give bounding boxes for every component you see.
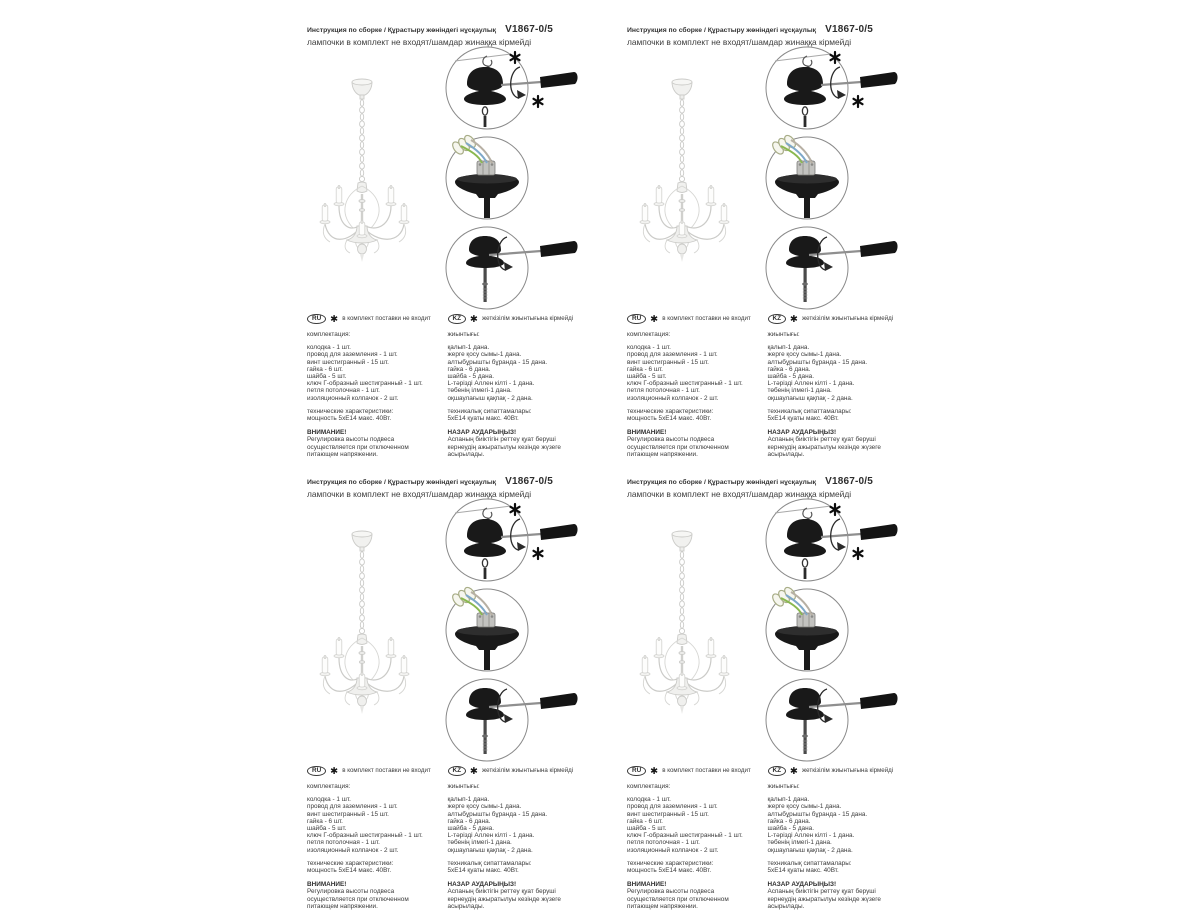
parts-list-item: ключ Г-образный шестигранный - 1 шт.	[627, 832, 743, 840]
ru-warning-title: ВНИМАНИЕ!	[627, 881, 667, 889]
ru-specs-title: технические характеристики:	[307, 407, 394, 415]
parts-list-item: оқшаулағыш қақпақ - 2 дана.	[447, 846, 533, 854]
bulbs-note: лампочки в комплект не входят/шамдар жинаққа кірмейді	[307, 36, 532, 47]
kz-warning-text: Аспаның биіктігін реттеу қуат беруші кернеудің ажыратылуы кезінде жүзеге асырылады.	[447, 436, 561, 458]
star-icon: ✱	[790, 314, 798, 325]
ru-parts-list	[307, 344, 441, 402]
ru-warning-title: ВНИМАНИЕ!	[627, 429, 667, 437]
kz-badge: KZ	[768, 314, 787, 324]
chandelier-illustration	[617, 510, 757, 718]
ru-badge: RU	[307, 314, 326, 324]
bulbs-note: лампочки в комплект не входят/шамдар жинаққа кірмейді	[627, 488, 852, 499]
parts-list-item: гайка - 6 дана.	[447, 817, 491, 825]
chandelier-illustration	[617, 58, 757, 266]
star-icon: ✱	[650, 766, 659, 777]
parts-list-item: қалып-1 дана.	[447, 344, 490, 352]
star-icon: ✱	[470, 314, 478, 325]
parts-list-item: гайка - 6 шт.	[627, 817, 663, 825]
kz-warning-text: Аспаның биіктігін реттеу қуат беруші кернеудің ажыратылуы кезінде жүзеге асырылады.	[767, 888, 881, 910]
parts-list-item: алтыбұрышты бұранда - 15 дана.	[447, 358, 548, 366]
parts-list-item: шайба - 5 дана.	[767, 373, 814, 381]
chandelier-illustration	[297, 510, 437, 718]
ru-specs-title: технические характеристики:	[627, 407, 714, 415]
parts-list-item: алтыбұрышты бұранда - 15 дана.	[767, 358, 868, 366]
assembly-steps	[441, 44, 583, 312]
parts-list-item: провод для заземления - 1 шт.	[627, 803, 718, 811]
parts-list-item: L-тәрізді Аллен кілті - 1 дана.	[767, 832, 855, 840]
ru-star-note: в комплект поставки не входит	[342, 767, 431, 775]
parts-list-item: изоляционный колпачок - 2 шт.	[627, 846, 719, 854]
ru-star-note: в комплект поставки не входит	[342, 315, 431, 323]
ru-specs-value: мощность 5xE14 макс. 40Вт.	[307, 867, 392, 875]
parts-list-item: төбенің ілмегі-1 дана.	[767, 387, 832, 395]
parts-list-item: оқшаулағыш қақпақ - 2 дана.	[767, 394, 853, 402]
parts-list-item: ключ Г-образный шестигранный - 1 шт.	[627, 380, 743, 388]
model-number: V1867-0/5	[505, 24, 554, 35]
kz-star-note: жеткізілім жиынтығына кірмейді	[482, 767, 574, 775]
parts-list-item: алтыбұрышты бұранда - 15 дана.	[767, 810, 868, 818]
instruction-sheet	[295, 470, 585, 918]
star-marker	[854, 96, 863, 107]
parts-list-item: ключ Г-образный шестигранный - 1 шт.	[307, 380, 423, 388]
parts-list-item: шайба - 5 шт.	[307, 825, 347, 833]
ru-warning-text: Регулировка высоты подвеса осуществляется при отключенном питающем напряжении.	[627, 436, 729, 458]
parts-list-item: алтыбұрышты бұранда - 15 дана.	[447, 810, 548, 818]
kz-column	[448, 766, 582, 910]
kz-specs-title: техникалық сипаттамалары:	[447, 407, 532, 415]
ru-column	[307, 766, 441, 910]
step1-ceiling-hook-illustration	[761, 496, 903, 584]
kz-list-title: жиынтығы:	[767, 331, 800, 338]
ru-parts-list	[627, 344, 761, 402]
parts-list-item: гайка - 6 дана.	[447, 365, 491, 373]
parts-list-item: провод для заземления - 1 шт.	[627, 351, 718, 359]
parts-list-item: гайка - 6 шт.	[307, 365, 343, 373]
assembly-title: Инструкция по сборке / Құрастыру жөніндегі нұсқаулық	[627, 27, 817, 34]
parts-list-item: петля потолочная - 1 шт.	[627, 387, 700, 395]
assembly-title: Инструкция по сборке / Құрастыру жөніндегі нұсқаулық	[627, 479, 817, 486]
step1-ceiling-hook-illustration	[441, 44, 583, 132]
kz-parts-list	[448, 796, 582, 854]
ru-warning-text: Регулировка высоты подвеса осуществляется при отключенном питающем напряжении.	[307, 436, 409, 458]
ru-parts-list	[627, 796, 761, 854]
parts-list-item: оқшаулағыш қақпақ - 2 дана.	[767, 846, 853, 854]
parts-list-item: шайба - 5 шт.	[307, 373, 347, 381]
parts-list-item: қалып-1 дана.	[767, 344, 810, 352]
star-icon: ✱	[330, 766, 339, 777]
kz-specs-value: 5xE14 қуаты макс. 40Вт.	[767, 415, 839, 423]
kz-badge: KZ	[768, 766, 787, 776]
assembly-title: Инструкция по сборке / Құрастыру жөніндегі нұсқаулық	[307, 479, 497, 486]
parts-list-item: шайба - 5 дана.	[447, 825, 494, 833]
instruction-sheet	[615, 470, 905, 918]
assembly-title: Инструкция по сборке / Құрастыру жөніндегі нұсқаулық	[307, 27, 497, 34]
kz-parts-list	[768, 796, 902, 854]
ru-badge: RU	[307, 766, 326, 776]
assembly-steps	[761, 496, 903, 764]
kz-column	[448, 314, 582, 458]
assembly-steps	[761, 44, 903, 312]
step3-tighten-rod-illustration	[761, 676, 903, 764]
parts-list-item: изоляционный колпачок - 2 шт.	[307, 394, 399, 402]
parts-list-item: жерге қосу сымы-1 дана.	[447, 351, 522, 359]
model-number: V1867-0/5	[825, 476, 874, 487]
kz-star-note: жеткізілім жиынтығына кірмейді	[802, 315, 894, 323]
parts-list-item: төбенің ілмегі-1 дана.	[447, 839, 512, 847]
ru-column	[627, 314, 761, 458]
step2-wiring-illustration	[761, 586, 903, 674]
parts-list-item: оқшаулағыш қақпақ - 2 дана.	[447, 394, 533, 402]
kz-warning-title: НАЗАР АУДАРЫҢЫЗ!	[447, 881, 517, 889]
parts-list-item: провод для заземления - 1 шт.	[307, 803, 398, 811]
ru-specs-value: мощность 5xE14 макс. 40Вт.	[627, 867, 712, 875]
step2-wiring-illustration	[441, 134, 583, 222]
kz-badge: KZ	[448, 766, 467, 776]
parts-list-item: винт шестигранный - 15 шт.	[307, 358, 389, 366]
parts-section	[307, 766, 581, 910]
parts-list-item: L-тәрізді Аллен кілті - 1 дана.	[767, 380, 855, 388]
ru-specs-value: мощность 5xE14 макс. 40Вт.	[307, 415, 392, 423]
ru-star-note: в комплект поставки не входит	[662, 767, 751, 775]
step2-wiring-illustration	[761, 134, 903, 222]
ru-specs-value: мощность 5xE14 макс. 40Вт.	[627, 415, 712, 423]
step3-tighten-rod-illustration	[761, 224, 903, 312]
assembly-steps	[441, 496, 583, 764]
bulbs-note: лампочки в комплект не входят/шамдар жинаққа кірмейді	[627, 36, 852, 47]
kz-badge: KZ	[448, 314, 467, 324]
ru-list-title: комплектация:	[627, 783, 671, 790]
kz-warning-title: НАЗАР АУДАРЫҢЫЗ!	[767, 881, 837, 889]
step1-ceiling-hook-illustration	[441, 496, 583, 584]
kz-specs-title: техникалық сипаттамалары:	[767, 859, 852, 867]
ru-star-note: в комплект поставки не входит	[662, 315, 751, 323]
parts-list-item: изоляционный колпачок - 2 шт.	[627, 394, 719, 402]
ru-column	[627, 766, 761, 910]
star-marker	[534, 96, 543, 107]
kz-specs-title: техникалық сипаттамалары:	[767, 407, 852, 415]
kz-warning-title: НАЗАР АУДАРЫҢЫЗ!	[447, 429, 517, 437]
kz-list-title: жиынтығы:	[447, 783, 480, 790]
star-marker	[534, 548, 543, 559]
ru-list-title: комплектация:	[307, 331, 351, 338]
sheet-header	[615, 18, 905, 47]
parts-list-item: петля потолочная - 1 шт.	[627, 839, 700, 847]
star-marker	[854, 548, 863, 559]
sheet-header	[295, 18, 585, 47]
ru-parts-list	[307, 796, 441, 854]
star-icon: ✱	[790, 766, 798, 777]
instruction-sheet	[295, 18, 585, 466]
parts-list-item: провод для заземления - 1 шт.	[307, 351, 398, 359]
ru-warning-text: Регулировка высоты подвеса осуществляется при отключенном питающем напряжении.	[307, 888, 409, 910]
ru-warning-title: ВНИМАНИЕ!	[307, 429, 347, 437]
star-icon: ✱	[470, 766, 478, 777]
kz-star-note: жеткізілім жиынтығына кірмейді	[802, 767, 894, 775]
parts-list-item: жерге қосу сымы-1 дана.	[767, 351, 842, 359]
model-number: V1867-0/5	[825, 24, 874, 35]
kz-warning-text: Аспаның биіктігін реттеу қуат беруші кернеудің ажыратылуы кезінде жүзеге асырылады.	[767, 436, 881, 458]
kz-specs-value: 5xE14 қуаты макс. 40Вт.	[447, 415, 519, 423]
parts-list-item: петля потолочная - 1 шт.	[307, 839, 380, 847]
kz-warning-title: НАЗАР АУДАРЫҢЫЗ!	[767, 429, 837, 437]
parts-section	[627, 766, 901, 910]
ru-warning-text: Регулировка высоты подвеса осуществляется при отключенном питающем напряжении.	[627, 888, 729, 910]
parts-list-item: ключ Г-образный шестигранный - 1 шт.	[307, 832, 423, 840]
parts-list-item: гайка - 6 дана.	[767, 365, 811, 373]
parts-list-item: винт шестигранный - 15 шт.	[627, 810, 709, 818]
star-icon: ✱	[650, 314, 659, 325]
parts-list-item: шайба - 5 дана.	[767, 825, 814, 833]
parts-list-item: қалып-1 дана.	[767, 796, 810, 804]
instruction-sheet	[615, 18, 905, 466]
ru-specs-title: технические характеристики:	[307, 859, 394, 867]
chandelier-illustration	[297, 58, 437, 266]
parts-list-item: төбенің ілмегі-1 дана.	[767, 839, 832, 847]
parts-list-item: петля потолочная - 1 шт.	[307, 387, 380, 395]
parts-list-item: жерге қосу сымы-1 дана.	[767, 803, 842, 811]
ru-list-title: комплектация:	[627, 331, 671, 338]
kz-list-title: жиынтығы:	[767, 783, 800, 790]
step2-wiring-illustration	[441, 586, 583, 674]
parts-list-item: колодка - 1 шт.	[627, 796, 671, 804]
ru-column	[307, 314, 441, 458]
parts-list-item: шайба - 5 дана.	[447, 373, 494, 381]
kz-list-title: жиынтығы:	[447, 331, 480, 338]
parts-list-item: L-тәрізді Аллен кілті - 1 дана.	[447, 832, 535, 840]
parts-list-item: винт шестигранный - 15 шт.	[627, 358, 709, 366]
step3-tighten-rod-illustration	[441, 224, 583, 312]
ru-badge: RU	[627, 766, 646, 776]
kz-specs-title: техникалық сипаттамалары:	[447, 859, 532, 867]
ru-list-title: комплектация:	[307, 783, 351, 790]
kz-specs-value: 5xE14 қуаты макс. 40Вт.	[447, 867, 519, 875]
kz-warning-text: Аспаның биіктігін реттеу қуат беруші кернеудің ажыратылуы кезінде жүзеге асырылады.	[447, 888, 561, 910]
sheet-header	[295, 470, 585, 499]
parts-section	[627, 314, 901, 458]
kz-specs-value: 5xE14 қуаты макс. 40Вт.	[767, 867, 839, 875]
kz-column	[768, 314, 902, 458]
step3-tighten-rod-illustration	[441, 676, 583, 764]
parts-list-item: колодка - 1 шт.	[627, 344, 671, 352]
sheet-header	[615, 470, 905, 499]
ru-specs-title: технические характеристики:	[627, 859, 714, 867]
kz-parts-list	[448, 344, 582, 402]
bulbs-note: лампочки в комплект не входят/шамдар жинаққа кірмейді	[307, 488, 532, 499]
parts-list-item: жерге қосу сымы-1 дана.	[447, 803, 522, 811]
ru-warning-title: ВНИМАНИЕ!	[307, 881, 347, 889]
ru-badge: RU	[627, 314, 646, 324]
parts-list-item: колодка - 1 шт.	[307, 344, 351, 352]
kz-star-note: жеткізілім жиынтығына кірмейді	[482, 315, 574, 323]
kz-column	[768, 766, 902, 910]
kz-parts-list	[768, 344, 902, 402]
step1-ceiling-hook-illustration	[761, 44, 903, 132]
model-number: V1867-0/5	[505, 476, 554, 487]
parts-list-item: шайба - 5 шт.	[627, 373, 667, 381]
parts-list-item: L-тәрізді Аллен кілті - 1 дана.	[447, 380, 535, 388]
parts-list-item: қалып-1 дана.	[447, 796, 490, 804]
parts-list-item: колодка - 1 шт.	[307, 796, 351, 804]
parts-list-item: төбенің ілмегі-1 дана.	[447, 387, 512, 395]
parts-list-item: гайка - 6 шт.	[627, 365, 663, 373]
parts-list-item: изоляционный колпачок - 2 шт.	[307, 846, 399, 854]
star-icon: ✱	[330, 314, 339, 325]
parts-list-item: гайка - 6 дана.	[767, 817, 811, 825]
parts-list-item: гайка - 6 шт.	[307, 817, 343, 825]
parts-section	[307, 314, 581, 458]
parts-list-item: шайба - 5 шт.	[627, 825, 667, 833]
parts-list-item: винт шестигранный - 15 шт.	[307, 810, 389, 818]
